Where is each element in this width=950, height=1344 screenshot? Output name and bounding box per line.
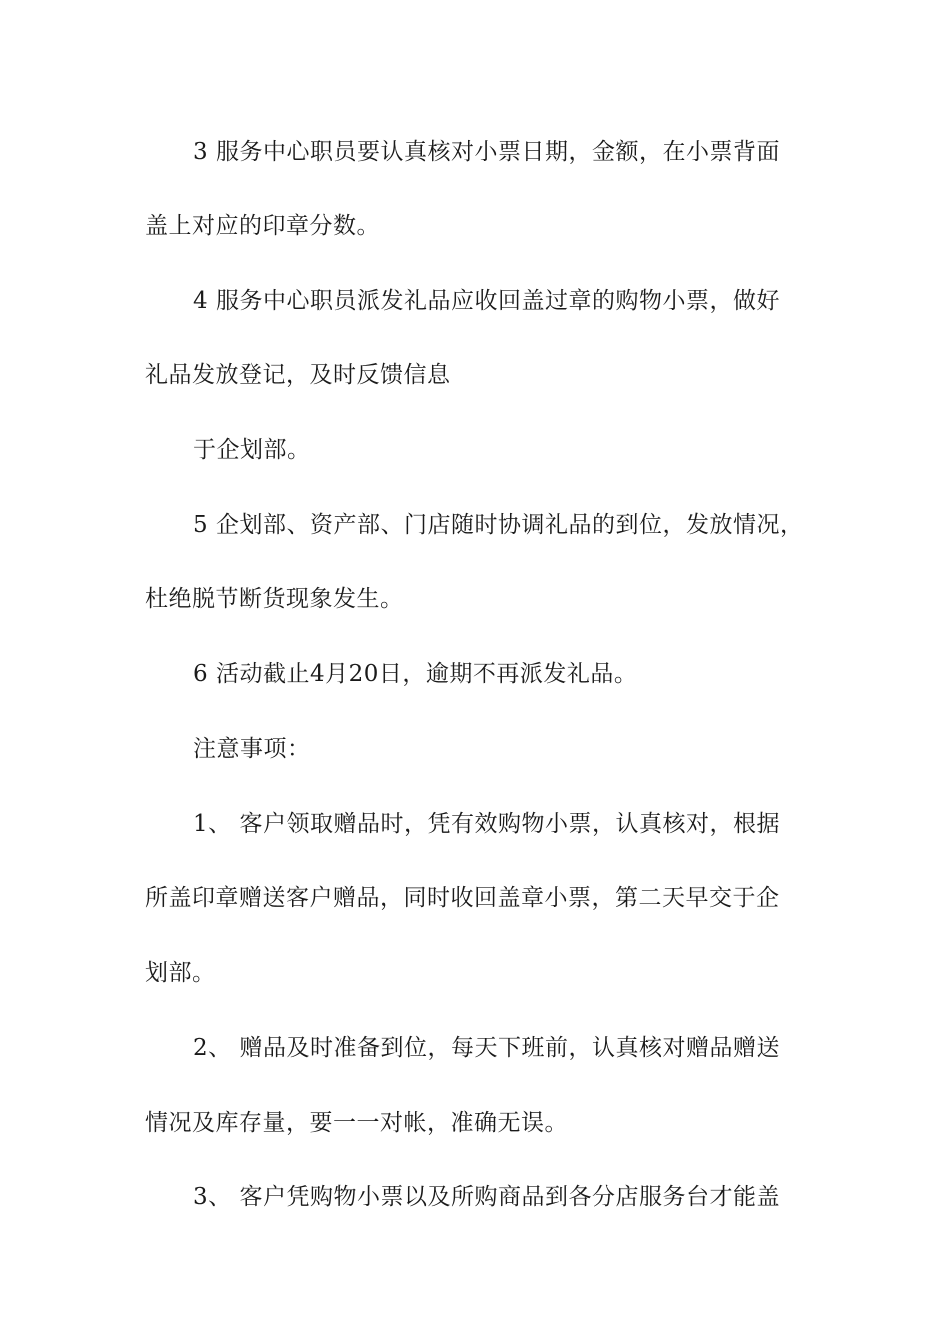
text-line: 3 服务中心职员要认真核对小票日期，金额，在小票背面 xyxy=(193,139,780,165)
text-line: 4 服务中心职员派发礼品应收回盖过章的购物小票，做好 xyxy=(193,288,780,314)
text-line: 6 活动截止4月20日，逾期不再派发礼品。 xyxy=(193,661,638,687)
text-line: 礼品发放登记，及时反馈信息 xyxy=(145,362,451,388)
text-line: 于企划部。 xyxy=(193,437,311,463)
text-line: 盖上对应的印章分数。 xyxy=(145,213,380,239)
text-line: 所盖印章赠送客户赠品，同时收回盖章小票，第二天早交于企 xyxy=(145,885,780,911)
text-line: 1、 客户领取赠品时，凭有效购物小票，认真核对，根据 xyxy=(193,811,780,837)
section-heading: 注意事项： xyxy=(193,736,311,762)
text-line: 杜绝脱节断货现象发生。 xyxy=(145,586,404,612)
text-line: 3、 客户凭购物小票以及所购商品到各分店服务台才能盖 xyxy=(193,1184,780,1210)
text-line: 情况及库存量，要一一对帐，准确无误。 xyxy=(145,1110,568,1136)
text-line: 5 企划部、资产部、门店随时协调礼品的到位，发放情况， xyxy=(193,512,804,538)
text-line: 2、 赠品及时准备到位，每天下班前，认真核对赠品赠送 xyxy=(193,1035,780,1061)
text-line: 划部。 xyxy=(145,960,216,986)
